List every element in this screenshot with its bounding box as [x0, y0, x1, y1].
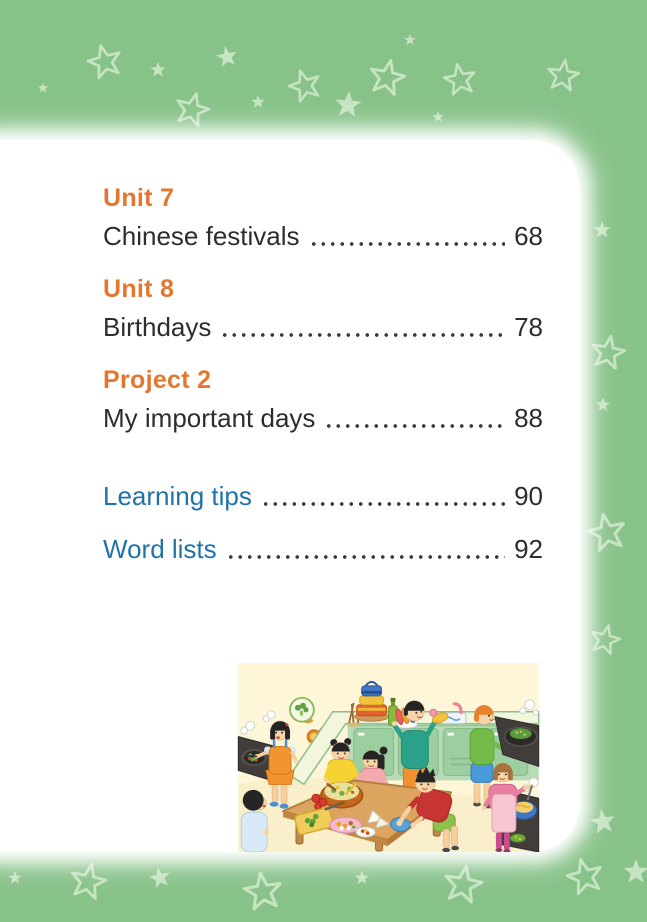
dot-leader — [324, 417, 505, 429]
toc-extras — [103, 479, 543, 566]
kitchen-illustration — [237, 663, 540, 852]
wall-plate — [290, 698, 314, 723]
toc-entry-page: 78 — [514, 312, 543, 342]
toc-group-unit7 — [103, 183, 543, 253]
toc-entry-title: Learning tips — [103, 481, 252, 511]
dot-leader — [226, 548, 505, 560]
unit-heading: Unit 7 — [103, 184, 175, 212]
toc-entry-title: Word lists — [103, 534, 217, 564]
toc-entry-page: 90 — [514, 481, 543, 511]
toc-entry-title: Birthdays — [103, 312, 212, 342]
unit-heading: Project 2 — [103, 366, 212, 394]
unit-heading: Unit 8 — [103, 275, 175, 303]
toc-entry — [103, 401, 543, 435]
toc-group-unit8 — [103, 274, 543, 344]
toc-entry — [103, 219, 543, 253]
toc-entry-page: 88 — [514, 403, 543, 433]
dot-leader — [220, 326, 505, 338]
dot-leader — [309, 235, 506, 247]
toc-entry-page: 68 — [514, 221, 543, 251]
toc-group-project2 — [103, 365, 543, 435]
toc-entry — [103, 310, 543, 344]
toc-entry-page: 92 — [514, 534, 543, 564]
toc-entry-word-lists — [103, 532, 543, 566]
toc-entry-learning-tips — [103, 479, 543, 513]
kid-blue-child — [241, 790, 269, 852]
table-of-contents — [103, 183, 543, 585]
toc-entry-title: My important days — [103, 403, 316, 433]
toc-entry-title: Chinese festivals — [103, 221, 300, 251]
dot-leader — [261, 495, 505, 507]
